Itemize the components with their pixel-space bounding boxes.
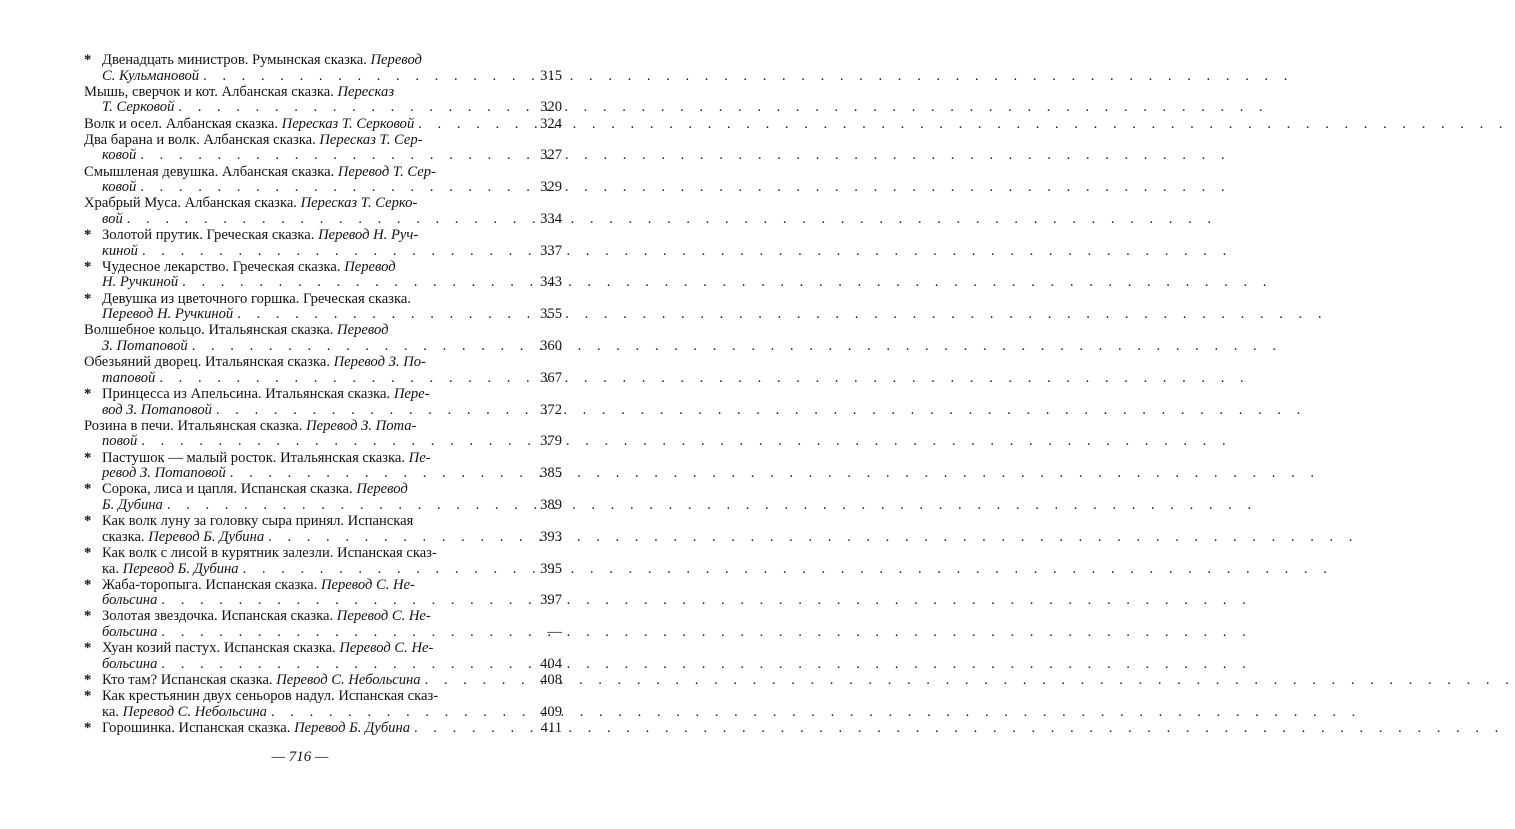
toc-line-text bbox=[84, 323, 388, 339]
entry-title: Мышь, сверчок и кот. Албанская сказка. bbox=[84, 83, 338, 100]
entry-translator: Б. Дубина bbox=[102, 496, 163, 513]
toc-line bbox=[84, 546, 524, 562]
toc-line-text bbox=[102, 562, 239, 578]
asterisk-icon: * bbox=[84, 258, 92, 275]
page-ref: 334 bbox=[540, 210, 562, 227]
toc-line bbox=[84, 67, 562, 85]
page-ref: 327 bbox=[540, 147, 562, 164]
entry-title: ка. bbox=[102, 560, 123, 577]
entry-translator: Перевод bbox=[337, 322, 389, 339]
toc-line bbox=[84, 624, 562, 641]
toc-entry bbox=[84, 449, 562, 482]
toc-entry bbox=[84, 195, 562, 227]
page-ref: 343 bbox=[540, 274, 562, 291]
entry-translator: таповой bbox=[102, 369, 156, 386]
toc-entry bbox=[84, 672, 562, 689]
page-ref: 367 bbox=[540, 369, 562, 386]
entry-translator: Перевод bbox=[356, 481, 408, 498]
toc-line bbox=[84, 514, 524, 530]
toc-line-text bbox=[84, 419, 416, 435]
toc-line bbox=[84, 433, 562, 450]
toc-line bbox=[84, 115, 562, 133]
page-ref: 360 bbox=[540, 338, 562, 355]
entry-title: Храбрый Муса. Албанская сказка. bbox=[84, 195, 301, 212]
entry-translator: вой bbox=[102, 210, 123, 227]
toc-line-text bbox=[102, 100, 174, 116]
dot-leader bbox=[418, 117, 1508, 133]
toc-entry bbox=[84, 131, 562, 164]
entry-translator: Перевод Т. Сер- bbox=[337, 163, 436, 180]
entry-title: Как крестьянин двух сеньоров надул. Испанская сказ- bbox=[102, 688, 439, 705]
entry-translator: повой bbox=[102, 433, 138, 450]
asterisk-icon: * bbox=[84, 640, 92, 657]
toc-line-text bbox=[84, 355, 426, 371]
page-ref: 372 bbox=[540, 401, 562, 418]
entry-translator: ковой bbox=[102, 179, 137, 196]
entry-title: Хуан козий пастух. Испанская сказка. bbox=[102, 640, 340, 657]
entry-title: Кто там? Испанская сказка. bbox=[102, 672, 277, 689]
toc-line-text bbox=[102, 609, 431, 625]
toc-entry bbox=[84, 83, 562, 116]
toc-entry bbox=[84, 576, 562, 609]
toc-line-text bbox=[84, 85, 394, 101]
page-ref: 393 bbox=[540, 528, 562, 545]
toc-line bbox=[84, 99, 562, 116]
entry-translator: больсина bbox=[102, 592, 158, 609]
toc-entry bbox=[84, 640, 562, 672]
page-ref: 395 bbox=[540, 560, 562, 577]
entry-title: Как волк с лисой в курятник залезли. Испанская сказ- bbox=[102, 544, 437, 561]
entry-title: Золотой прутик. Греческая сказка. bbox=[102, 227, 319, 244]
table-of-contents bbox=[84, 52, 562, 737]
entry-translator: Пересказ Т. Сер- bbox=[319, 131, 423, 148]
entry-title: Золотая звездочка. Испанская сказка. bbox=[102, 608, 337, 625]
toc-line-text bbox=[102, 69, 199, 85]
dot-leader bbox=[142, 244, 1232, 260]
entry-translator: больсина bbox=[102, 624, 158, 641]
toc-line-text bbox=[102, 705, 267, 721]
toc-line bbox=[84, 165, 524, 181]
dot-leader bbox=[243, 562, 1333, 578]
toc-line bbox=[84, 210, 562, 228]
entry-translator: Н. Ручкиной bbox=[102, 274, 179, 291]
toc-line-text bbox=[102, 292, 411, 308]
book-page bbox=[0, 0, 600, 829]
dot-leader bbox=[161, 657, 1251, 673]
toc-line-text bbox=[102, 673, 421, 689]
asterisk-icon: * bbox=[84, 672, 92, 689]
toc-entry bbox=[84, 227, 562, 259]
toc-line-text bbox=[102, 578, 415, 594]
entry-translator: Пересказ Т. Серковой bbox=[281, 115, 415, 132]
toc-line bbox=[84, 689, 524, 705]
toc-line-text bbox=[84, 196, 417, 212]
asterisk-icon: * bbox=[84, 386, 92, 402]
toc-entry bbox=[84, 322, 562, 355]
toc-line-text bbox=[102, 212, 123, 228]
toc-entry bbox=[84, 290, 562, 323]
page-ref: 409 bbox=[540, 703, 562, 720]
entry-translator: Т. Серковой bbox=[102, 99, 175, 116]
toc-entry bbox=[84, 354, 562, 386]
asterisk-icon: * bbox=[84, 52, 92, 68]
toc-line-text bbox=[102, 657, 157, 673]
dot-leader bbox=[216, 403, 1306, 419]
page-ref: — bbox=[547, 624, 562, 641]
dot-leader bbox=[159, 371, 1249, 387]
dot-leader bbox=[161, 593, 1251, 609]
dot-leader bbox=[140, 180, 1230, 196]
toc-line-text bbox=[102, 641, 433, 657]
entry-title: Два барана и волк. Албанская сказка. bbox=[84, 131, 320, 148]
toc-line bbox=[84, 133, 524, 149]
toc-entry bbox=[84, 417, 562, 450]
toc-line bbox=[84, 496, 562, 514]
toc-line bbox=[84, 292, 524, 308]
toc-line-text bbox=[102, 514, 413, 530]
dot-leader bbox=[425, 673, 1515, 689]
dot-leader bbox=[141, 434, 1231, 450]
toc-line bbox=[84, 401, 562, 419]
entry-title: Горошинка. Испанская сказка. bbox=[102, 720, 295, 736]
toc-line bbox=[84, 703, 562, 721]
entry-translator: Пере- bbox=[393, 386, 430, 402]
entry-title: Чудесное лекарство. Греческая сказка. bbox=[102, 258, 345, 275]
toc-line-text bbox=[102, 593, 157, 609]
page-ref: 337 bbox=[540, 242, 562, 259]
page-ref: 408 bbox=[540, 672, 562, 689]
toc-entry bbox=[84, 720, 562, 737]
toc-line-text bbox=[102, 498, 163, 514]
dot-leader bbox=[161, 625, 1251, 641]
toc-line-text bbox=[102, 466, 226, 482]
entry-title: Волк и осел. Албанская сказка. bbox=[84, 115, 282, 132]
toc-line bbox=[84, 228, 524, 244]
toc-entry bbox=[84, 481, 562, 513]
toc-line-text bbox=[102, 260, 396, 276]
entry-translator: Перевод Б. Дубина bbox=[122, 560, 239, 577]
asterisk-icon: * bbox=[84, 576, 92, 593]
dot-leader bbox=[178, 100, 1268, 116]
page-number: — 716 — bbox=[271, 749, 329, 765]
page-ref: 315 bbox=[540, 67, 562, 84]
toc-line-text bbox=[102, 403, 212, 419]
entry-title: Двенадцать министров. Румынская сказка. bbox=[102, 52, 371, 68]
asterisk-icon: * bbox=[84, 608, 92, 625]
toc-entry bbox=[84, 608, 562, 641]
entry-translator: Пересказ Т. Серко- bbox=[300, 195, 418, 212]
toc-line bbox=[84, 147, 562, 164]
toc-entry bbox=[84, 258, 562, 291]
entry-translator: Перевод С. Небольсина bbox=[276, 672, 421, 689]
entry-title: Обезьяний дворец. Итальянская сказка. bbox=[84, 354, 334, 371]
toc-line bbox=[84, 242, 562, 260]
dot-leader bbox=[414, 721, 1504, 737]
toc-line-text bbox=[84, 133, 423, 149]
toc-line-text bbox=[102, 482, 408, 498]
entry-translator: З. Потаповой bbox=[102, 338, 188, 355]
toc-line bbox=[84, 672, 562, 689]
toc-line-text bbox=[102, 546, 437, 562]
toc-line bbox=[84, 465, 562, 482]
toc-line bbox=[84, 482, 524, 498]
toc-line bbox=[84, 641, 524, 657]
toc-line bbox=[84, 338, 562, 355]
entry-title: Сорока, лиса и цапля. Испанская сказка. bbox=[102, 481, 357, 498]
entry-title: Пастушок — малый росток. Итальянская сказка. bbox=[102, 449, 409, 466]
entry-translator: Перевод Б. Дубина bbox=[148, 528, 265, 545]
toc-line-text bbox=[102, 721, 410, 737]
toc-line-text bbox=[102, 275, 178, 291]
entry-title: Волшебное кольцо. Итальянская сказка. bbox=[84, 322, 338, 339]
asterisk-icon: * bbox=[84, 513, 92, 530]
toc-line-text bbox=[102, 244, 138, 260]
toc-line bbox=[84, 179, 562, 196]
entry-title: Принцесса из Апельсина. Итальянская сказка. bbox=[102, 386, 394, 402]
dot-leader bbox=[140, 148, 1230, 164]
entry-translator: Пересказ bbox=[337, 83, 395, 100]
entry-translator: Перевод С. Не- bbox=[336, 608, 431, 625]
dot-leader bbox=[268, 530, 1358, 546]
toc-line bbox=[84, 355, 524, 371]
entry-translator: Перевод С. Не- bbox=[339, 640, 434, 657]
entry-translator: Перевод Б. Дубина bbox=[294, 720, 410, 736]
entry-title: Как волк луну за головку сыра принял. Испанская bbox=[102, 513, 414, 530]
dot-leader bbox=[237, 307, 1327, 323]
asterisk-icon: * bbox=[84, 449, 92, 466]
page-ref: 355 bbox=[540, 306, 562, 323]
entry-translator: Перевод З. Пота- bbox=[306, 417, 417, 434]
toc-line bbox=[84, 592, 562, 609]
asterisk-icon: * bbox=[84, 227, 92, 244]
page-ref: 379 bbox=[540, 433, 562, 450]
asterisk-icon: * bbox=[84, 720, 92, 736]
entry-title: Смышленая девушка. Албанская сказка. bbox=[84, 163, 338, 180]
entry-translator: Перевод bbox=[370, 52, 422, 68]
toc-line bbox=[84, 419, 524, 435]
entry-title: Жаба-торопыга. Испанская сказка. bbox=[102, 576, 321, 593]
asterisk-icon: * bbox=[84, 688, 92, 705]
entry-translator: Перевод З. По- bbox=[333, 354, 426, 371]
toc-line bbox=[84, 720, 562, 737]
toc-line-text bbox=[102, 339, 188, 355]
toc-line bbox=[84, 451, 524, 467]
entry-translator: вод З. Потаповой bbox=[102, 401, 212, 418]
asterisk-icon: * bbox=[84, 290, 92, 307]
toc-line-text bbox=[102, 180, 136, 196]
dot-leader bbox=[127, 212, 1217, 228]
entry-title: Девушка из цветочного горшка. Греческая сказка. bbox=[102, 290, 411, 307]
toc-line bbox=[84, 306, 562, 323]
asterisk-icon: * bbox=[84, 481, 92, 498]
toc-line bbox=[84, 578, 524, 594]
entry-translator: Перевод С. Не- bbox=[320, 576, 415, 593]
entry-translator: киной bbox=[102, 242, 138, 259]
dot-leader bbox=[182, 275, 1272, 291]
entry-translator: ревод З. Потаповой bbox=[102, 465, 226, 482]
page-ref: 385 bbox=[540, 465, 562, 482]
toc-line-text bbox=[102, 451, 431, 467]
entry-translator: Перевод С. Небольсина bbox=[122, 703, 267, 720]
page-ref: 320 bbox=[540, 99, 562, 116]
toc-line-text bbox=[102, 307, 233, 323]
dot-leader bbox=[167, 498, 1257, 514]
toc-entry bbox=[84, 115, 562, 133]
entry-translator: ковой bbox=[102, 147, 137, 164]
toc-line-text bbox=[84, 117, 414, 133]
entry-translator: Перевод bbox=[344, 258, 396, 275]
entry-translator: больсина bbox=[102, 655, 158, 672]
toc-line-text bbox=[102, 387, 429, 403]
toc-line bbox=[84, 196, 524, 212]
dot-leader bbox=[203, 69, 1293, 85]
toc-entry bbox=[84, 688, 562, 720]
toc-entry bbox=[84, 52, 562, 84]
toc-line bbox=[84, 260, 524, 276]
toc-line-text bbox=[102, 530, 264, 546]
page-ref: 411 bbox=[540, 720, 562, 736]
page-ref: 404 bbox=[540, 655, 562, 672]
toc-line bbox=[84, 85, 524, 101]
toc-line-text bbox=[102, 625, 157, 641]
toc-entry bbox=[84, 544, 562, 577]
toc-line bbox=[84, 609, 524, 625]
toc-line-text bbox=[102, 228, 418, 244]
toc-line-text bbox=[102, 53, 422, 69]
toc-entry bbox=[84, 163, 562, 196]
entry-translator: Перевод Н. Ручкиной bbox=[102, 306, 234, 323]
page-ref: 389 bbox=[540, 496, 562, 513]
entry-title: Розина в печи. Итальянская сказка. bbox=[84, 417, 307, 434]
toc-line-text bbox=[102, 148, 136, 164]
dot-leader bbox=[271, 705, 1361, 721]
page-ref: 397 bbox=[540, 592, 562, 609]
toc-line bbox=[84, 369, 562, 387]
page-ref: 324 bbox=[540, 115, 562, 132]
toc-entry bbox=[84, 386, 562, 418]
toc-line-text bbox=[102, 434, 137, 450]
toc-line bbox=[84, 560, 562, 578]
dot-leader bbox=[230, 466, 1320, 482]
entry-translator: С. Кульмановой bbox=[102, 67, 200, 84]
toc-line bbox=[84, 323, 524, 339]
toc-line bbox=[84, 53, 524, 69]
entry-translator: Перевод Н. Руч- bbox=[318, 227, 419, 244]
page-ref: 329 bbox=[540, 179, 562, 196]
toc-line bbox=[84, 655, 562, 673]
toc-line-text bbox=[102, 371, 155, 387]
toc-line bbox=[84, 274, 562, 291]
toc-line bbox=[84, 528, 562, 546]
toc-line-text bbox=[84, 165, 436, 181]
entry-title: ка. bbox=[102, 703, 123, 720]
toc-entry bbox=[84, 513, 562, 545]
asterisk-icon: * bbox=[84, 544, 92, 561]
toc-line-text bbox=[102, 689, 438, 705]
entry-title: сказка. bbox=[102, 528, 149, 545]
entry-translator: Пе- bbox=[408, 449, 431, 466]
toc-line bbox=[84, 387, 524, 403]
dot-leader bbox=[192, 339, 1282, 355]
